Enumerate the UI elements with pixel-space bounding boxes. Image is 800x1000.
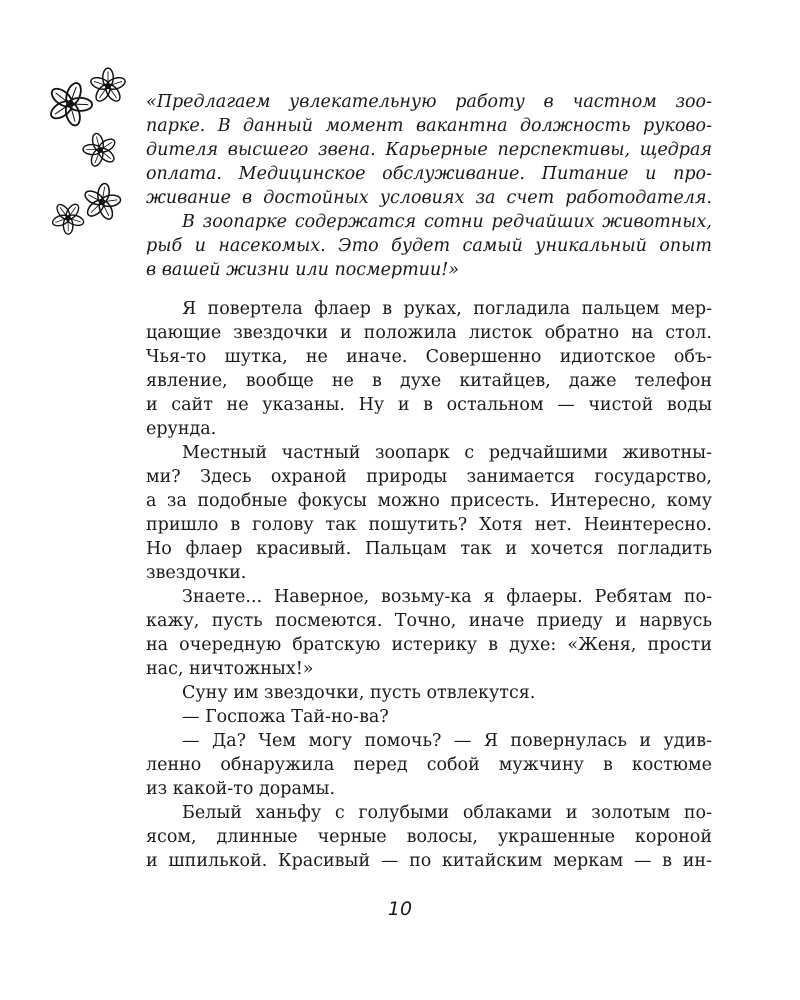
body-line: Чья-то шутка, не иначе. Совершенно идиотское объ- [146, 347, 712, 367]
flower-icon [80, 180, 125, 223]
body-line: Но флаер красивый. Пальцам так и хочется погладить [146, 539, 712, 559]
body-line: Я повертела флаер в руках, погладила пальцем мер- [182, 299, 712, 319]
quote-line: парке. В данный момент вакантна должность руково- [146, 116, 712, 136]
body-line: ми? Здесь охраной природы занимается государство, [146, 467, 712, 487]
body-text [146, 297, 712, 873]
quote-line: дителя высшего звена. Карьерные перспективы, щедрая [146, 140, 712, 160]
body-line: и шпилькой. Красивый — по китайским меркам — в ин- [146, 851, 712, 871]
body-line: кажу, пусть посмеются. Точно, иначе приеду и нарвусь [146, 611, 712, 631]
body-line: ясом, длинные черные волосы, украшенные короной [146, 827, 712, 847]
flower-icon [41, 75, 99, 132]
body-line: Белый ханьфу с голубыми облаками и золотым по- [182, 803, 712, 823]
quote-line: рыб и насекомых. Это будет самый уникальный опыт [146, 236, 712, 256]
body-line: Местный частный зоопарк с редчайшими животны- [182, 443, 712, 463]
body-line: из какой-то дорамы. [146, 779, 336, 799]
quote-line: оплата. Медицинское обслуживание. Питание и про- [146, 164, 712, 184]
flower-icon [89, 68, 126, 103]
body-line: явление, вообще не в духе китайцев, даже телефон [146, 371, 712, 391]
flower-ornament [40, 60, 140, 240]
flower-icon [45, 195, 91, 240]
body-line: ленно обнаружила перед собой мужчину в костюме [146, 755, 712, 775]
body-line: Суну им звездочки, пусть отвлекутся. [182, 683, 536, 703]
body-line: цающие звездочки и положила листок обратно на стол. [146, 323, 712, 343]
flyer-quote [146, 90, 712, 282]
body-line: Знаете... Наверное, возьму-ка я флаеры. Ребятам по- [182, 587, 712, 607]
body-line: и сайт не указаны. Ну и в остальном — чистой воды [146, 395, 712, 415]
body-line: — Да? Чем могу помочь? — Я повернулась и удив- [182, 731, 712, 751]
quote-line: «Предлагаем увлекательную работу в частном зоо- [146, 92, 712, 112]
body-line: — Госпожа Тай-но-ва? [182, 707, 389, 727]
quote-line: в вашей жизни или посмертии!» [146, 260, 460, 280]
flower-icon [78, 129, 121, 171]
body-line: нас, ничтожных!» [146, 659, 314, 679]
body-line: звездочки. [146, 563, 247, 583]
body-line: а за подобные фокусы можно присесть. Интересно, кому [146, 491, 712, 511]
page-number: 10 [387, 898, 413, 920]
body-line: ерунда. [146, 419, 217, 439]
body-line: пришло в голову так пошутить? Хотя нет. Неинтересно. [146, 515, 712, 535]
quote-line: живание в достойных условиях за счет работодателя. [146, 188, 712, 208]
quote-line: В зоопарке содержатся сотни редчайших животных, [182, 212, 712, 232]
body-line: на очередную братскую истерику в духе: «Женя, прости [146, 635, 712, 655]
